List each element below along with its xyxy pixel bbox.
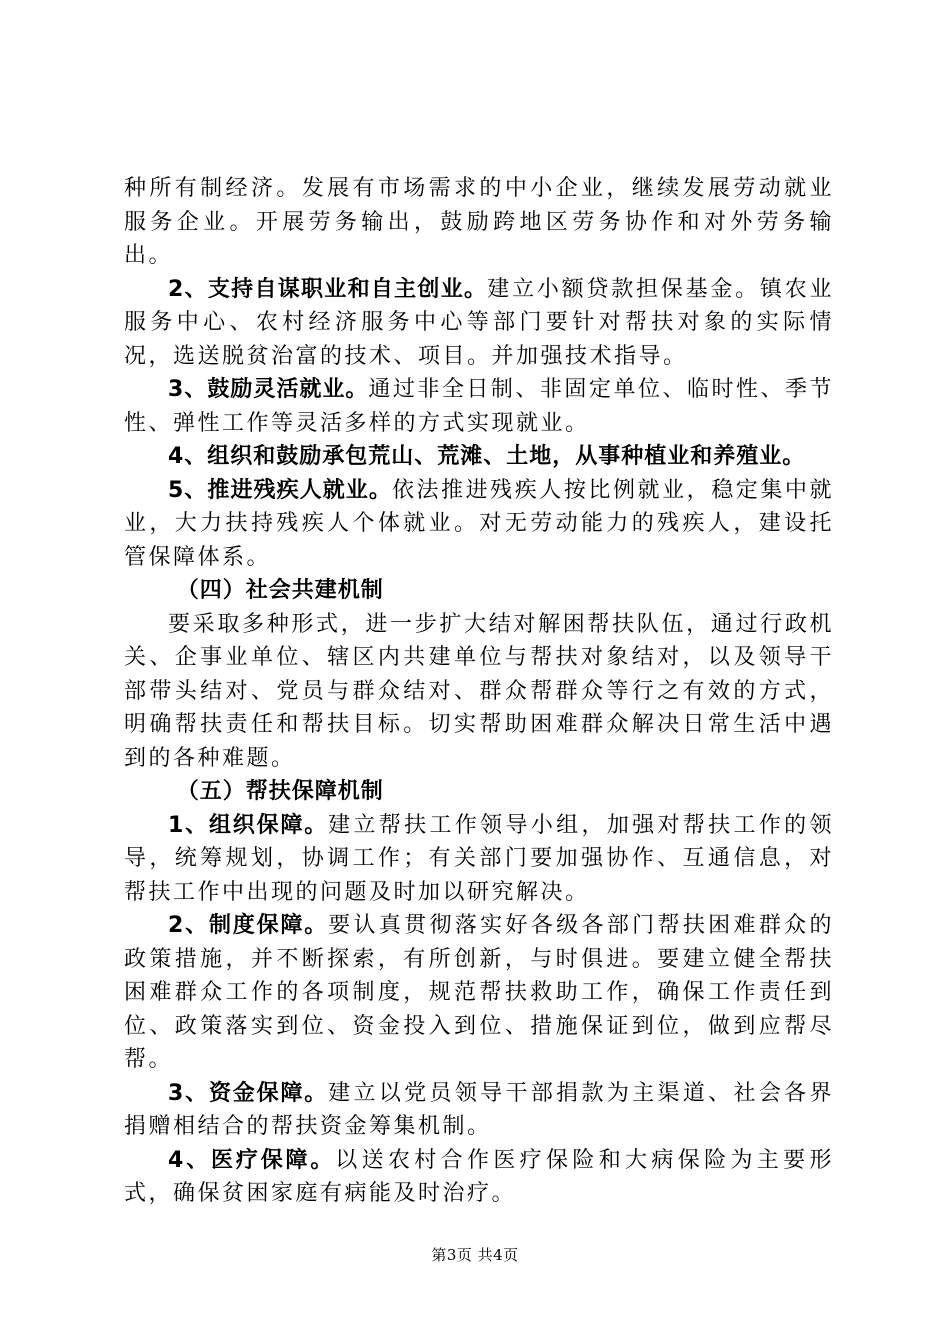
item-heading: 5、推进残疾人就业。 [168,477,392,503]
item-text: 建立以党员领导干部捐款为主渠道、社会各界捐赠相结合的帮扶资金筹集机制。 [124,1080,834,1139]
item-heading: 2、制度保障。 [168,913,329,938]
item-text: 依法推进残疾人按比例就业，稳定集中就业，大力扶持残疾人个体就业。对无劳动能力的残疾人，建设托管保障体系。 [124,477,834,570]
item-text: 建立小额贷款担保基金。镇农业服务中心、农村经济服务中心等部门要针对帮扶对象的实际情况，选送脱贫治富的技术、项目。并加强技术指导。 [124,276,834,369]
paragraph-contracting [124,440,834,474]
paragraph-text: 种所有制经济。发展有市场需求的中小企业，继续发展劳动就业服务企业。开展劳务输出，鼓励跨地区劳务协作和对外劳务输出。 [124,176,834,268]
page-number-footer: 第3页 共4页 [431,1246,519,1264]
section-heading-text: （四）社会共建机制 [176,578,384,603]
paragraph-text: 要采取多种形式，进一步扩大结对解困帮扶队伍，通过行政机关、企事业单位、辖区内共建单位与帮扶对象结对，以及领导干部带头结对、党员与群众结对、群众帮群众等行之有效的方式，明确帮扶责任和帮扶目标。切实帮助困难群众解决日常生活中遇到的各种难题。 [124,611,834,771]
item-heading: 3、鼓励灵活就业。 [168,377,369,402]
item-text: 要认真贯彻落实好各级各部门帮扶困难群众的政策措施，并不断探索，有所创新，与时俱进。要建立健全帮扶困难群众工作的各项制度，规范帮扶救助工作，确保工作责任到位、政策落实到位、资金投入到位、措施保证到位，做到应帮尽帮。 [124,913,834,1072]
item-text: 建立帮扶工作领导小组，加强对帮扶工作的领导，统筹规划，协调工作；有关部门要加强协作、互通信息，对帮扶工作中出现的问题及时加以研究解决。 [124,812,834,905]
paragraph-organization-guarantee [124,809,834,910]
paragraph-disabled-employment [124,474,834,575]
paragraph-medical-guarantee [124,1144,834,1211]
document-body [124,172,834,1211]
paragraph-social-co-building [124,608,834,776]
paragraph-flexible-employment [124,373,834,440]
paragraph-continuation [124,172,834,273]
item-heading: 4、组织和鼓励承包荒山、荒滩、土地，从事种植业和养殖业。 [168,444,806,469]
paragraph-system-guarantee [124,909,834,1077]
item-heading: 3、资金保障。 [168,1080,329,1106]
item-heading: 1、组织保障。 [168,812,329,838]
item-heading: 2、支持自谋职业和自主创业。 [168,276,488,302]
item-text: 通过非全日制、非固定单位、临时性、季节性、弹性工作等灵活多样的方式实现就业。 [124,377,834,436]
paragraph-self-employment [124,273,834,374]
section-heading-text: （五）帮扶保障机制 [176,779,384,804]
section-heading-5 [124,775,834,809]
section-heading-4 [124,574,834,608]
item-text: 以送农村合作医疗保险和大病保险为主要形式，确保贫困家庭有病能及时治疗。 [124,1147,834,1206]
item-heading: 4、医疗保障。 [168,1147,336,1173]
paragraph-funding-guarantee [124,1077,834,1144]
